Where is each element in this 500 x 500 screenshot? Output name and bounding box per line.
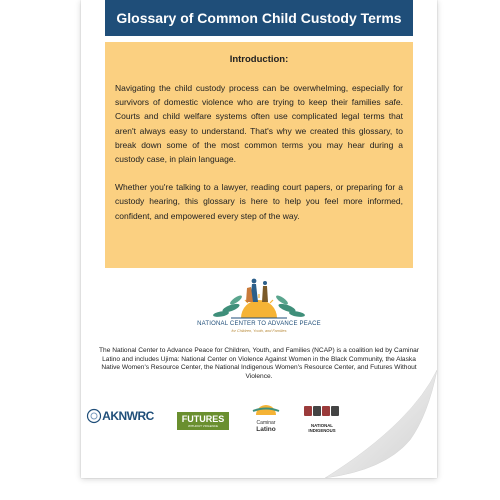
organization-name: NATIONAL CENTER TO ADVANCE PEACE xyxy=(197,321,321,327)
futures-subtitle: WITHOUT VIOLENCE xyxy=(188,423,218,428)
caminar-word: Caminar xyxy=(256,419,276,426)
caminar-sun-icon xyxy=(251,402,281,416)
sun-icon xyxy=(241,300,277,318)
aknwrc-logo xyxy=(85,406,155,426)
futures-word: FUTURES xyxy=(181,413,225,424)
futures-without-violence-logo xyxy=(177,412,229,430)
niwrc-indigenous: INDIGENOUS xyxy=(308,428,336,433)
latino-word: Latino xyxy=(256,425,276,433)
page-curl-icon xyxy=(300,370,440,480)
aknwrc-label: AKNWRC xyxy=(102,409,154,423)
introduction-paragraph-2: Whether you're talking to a lawyer, reading court papers, or preparing for a custody hearing, this glossary is here to help you feel more informed, confident, and empowered every step of the way. xyxy=(115,182,403,221)
caminar-latino-logo xyxy=(249,402,283,438)
page-title-banner xyxy=(105,0,413,36)
organization-description: The National Center to Advance Peace for Children, Youth, and Families (NCAP) is a coalition led by Caminar Latino and includes Ujima: National Center on Violence Against Women in the Black Community, the Alaska Native Women's Resource Center, the National Indigenous Women's Resource Center, and Futures Without Violence. xyxy=(99,347,419,380)
introduction-heading: Introduction: xyxy=(229,54,289,65)
introduction-box xyxy=(105,42,413,268)
aknwrc-emblem-icon xyxy=(86,408,102,424)
introduction-paragraph-1: Navigating the child custody process can be overwhelming, especially for survivors of domestic violence who are trying to keep their families safe. Courts and child welfare systems often use complicated legal terms that aren't always easy to understand. That's why we created this glossary, to break down some of the most common terms you may hear during a custody case, in plain language. xyxy=(115,83,403,165)
page-title: Glossary of Common Child Custody Terms xyxy=(116,10,402,26)
organization-tagline: for Children, Youth, and Families xyxy=(231,329,287,333)
niwrc-national: NATIONAL xyxy=(311,423,333,428)
